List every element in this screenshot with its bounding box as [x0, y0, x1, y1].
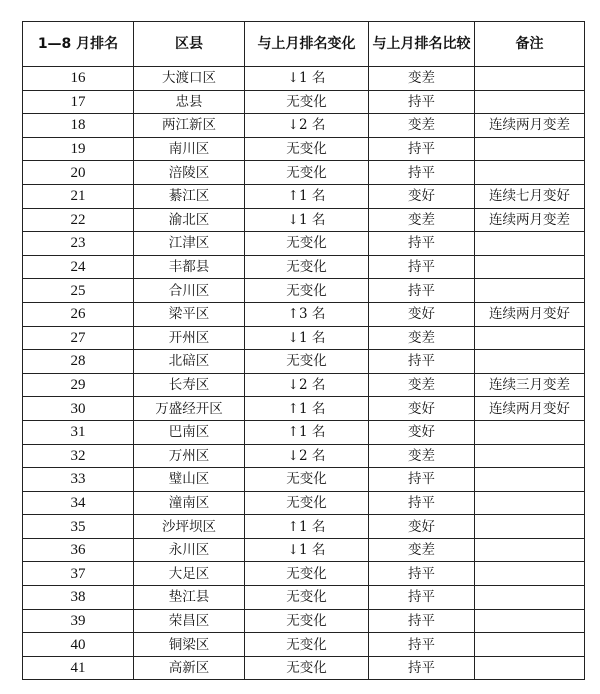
rank-change-cell: 无变化 [245, 633, 369, 657]
header-rank-change: 与上月排名变化 [245, 22, 369, 67]
remarks-cell [475, 656, 585, 680]
rank-cell: 19 [23, 137, 134, 161]
comparison-cell: 持平 [369, 633, 475, 657]
district-cell: 丰都县 [134, 255, 245, 279]
comparison-cell: 变好 [369, 397, 475, 421]
remarks-cell [475, 90, 585, 114]
rank-change-cell: 无变化 [245, 255, 369, 279]
remarks-cell: 连续两月变差 [475, 208, 585, 232]
rank-cell: 32 [23, 444, 134, 468]
comparison-cell: 变差 [369, 373, 475, 397]
remarks-cell [475, 326, 585, 350]
table-row [23, 90, 585, 114]
table-row [23, 137, 585, 161]
rank-change-cell: 无变化 [245, 491, 369, 515]
remarks-cell [475, 491, 585, 515]
rank-change-cell: ↓1 名 [245, 208, 369, 232]
comparison-cell: 持平 [369, 491, 475, 515]
rank-cell: 16 [23, 67, 134, 91]
table-row [23, 420, 585, 444]
table-row [23, 279, 585, 303]
rank-cell: 29 [23, 373, 134, 397]
rank-change-cell: 无变化 [245, 232, 369, 256]
table-row [23, 302, 585, 326]
district-cell: 大足区 [134, 562, 245, 586]
district-cell: 长寿区 [134, 373, 245, 397]
rank-cell: 26 [23, 302, 134, 326]
rank-cell: 35 [23, 515, 134, 539]
remarks-cell [475, 633, 585, 657]
rank-cell: 22 [23, 208, 134, 232]
rank-change-cell: 无变化 [245, 279, 369, 303]
rank-cell: 23 [23, 232, 134, 256]
district-cell: 铜梁区 [134, 633, 245, 657]
comparison-cell: 持平 [369, 232, 475, 256]
rank-change-cell: 无变化 [245, 161, 369, 185]
district-cell: 江津区 [134, 232, 245, 256]
comparison-cell: 持平 [369, 255, 475, 279]
rank-change-cell: ↑3 名 [245, 302, 369, 326]
comparison-cell: 持平 [369, 656, 475, 680]
comparison-cell: 变差 [369, 208, 475, 232]
district-cell: 巴南区 [134, 420, 245, 444]
rank-change-cell: 无变化 [245, 586, 369, 610]
remarks-cell [475, 137, 585, 161]
table-row [23, 633, 585, 657]
comparison-cell: 持平 [369, 279, 475, 303]
rank-cell: 24 [23, 255, 134, 279]
rank-cell: 30 [23, 397, 134, 421]
district-cell: 沙坪坝区 [134, 515, 245, 539]
rank-change-cell: ↓1 名 [245, 67, 369, 91]
remarks-cell [475, 255, 585, 279]
rank-change-cell: 无变化 [245, 609, 369, 633]
table-row [23, 515, 585, 539]
table-row [23, 161, 585, 185]
district-cell: 南川区 [134, 137, 245, 161]
remarks-cell [475, 562, 585, 586]
rank-cell: 41 [23, 656, 134, 680]
district-cell: 垫江县 [134, 586, 245, 610]
comparison-cell: 变好 [369, 515, 475, 539]
district-cell: 璧山区 [134, 468, 245, 492]
district-cell: 涪陵区 [134, 161, 245, 185]
district-cell: 北碚区 [134, 350, 245, 374]
district-cell: 万州区 [134, 444, 245, 468]
table-row [23, 184, 585, 208]
table-row [23, 444, 585, 468]
remarks-cell [475, 232, 585, 256]
comparison-cell: 持平 [369, 161, 475, 185]
district-cell: 渝北区 [134, 208, 245, 232]
table-header-row [23, 22, 585, 67]
remarks-cell [475, 609, 585, 633]
district-cell: 两江新区 [134, 114, 245, 138]
rank-change-cell: ↓2 名 [245, 373, 369, 397]
rank-cell: 40 [23, 633, 134, 657]
remarks-cell: 连续三月变差 [475, 373, 585, 397]
comparison-cell: 变好 [369, 302, 475, 326]
remarks-cell [475, 350, 585, 374]
comparison-cell: 持平 [369, 562, 475, 586]
comparison-cell: 持平 [369, 609, 475, 633]
remarks-cell [475, 515, 585, 539]
rank-cell: 20 [23, 161, 134, 185]
rank-change-cell: ↑1 名 [245, 397, 369, 421]
rank-change-cell: 无变化 [245, 350, 369, 374]
table-row [23, 350, 585, 374]
table-row [23, 373, 585, 397]
rank-change-cell: ↓2 名 [245, 444, 369, 468]
header-rank: 1—8 月排名 [23, 22, 134, 67]
remarks-cell [475, 468, 585, 492]
header-remarks: 备注 [475, 22, 585, 67]
district-cell: 永川区 [134, 538, 245, 562]
table-row [23, 468, 585, 492]
rank-cell: 34 [23, 491, 134, 515]
rank-cell: 21 [23, 184, 134, 208]
district-cell: 荣昌区 [134, 609, 245, 633]
table-row [23, 562, 585, 586]
district-cell: 潼南区 [134, 491, 245, 515]
comparison-cell: 持平 [369, 90, 475, 114]
comparison-cell: 变好 [369, 420, 475, 444]
rank-cell: 18 [23, 114, 134, 138]
table-row [23, 609, 585, 633]
district-cell: 开州区 [134, 326, 245, 350]
comparison-cell: 变差 [369, 538, 475, 562]
rank-change-cell: ↓1 名 [245, 326, 369, 350]
table-row [23, 586, 585, 610]
table-row [23, 208, 585, 232]
district-cell: 忠县 [134, 90, 245, 114]
table-body [23, 67, 585, 680]
district-cell: 万盛经开区 [134, 397, 245, 421]
rank-cell: 31 [23, 420, 134, 444]
rank-change-cell: 无变化 [245, 656, 369, 680]
district-cell: 高新区 [134, 656, 245, 680]
remarks-cell: 连续两月变好 [475, 302, 585, 326]
remarks-cell: 连续两月变好 [475, 397, 585, 421]
remarks-cell [475, 161, 585, 185]
rank-cell: 28 [23, 350, 134, 374]
district-cell: 綦江区 [134, 184, 245, 208]
remarks-cell [475, 279, 585, 303]
rank-cell: 37 [23, 562, 134, 586]
remarks-cell [475, 444, 585, 468]
comparison-cell: 持平 [369, 468, 475, 492]
rank-cell: 36 [23, 538, 134, 562]
rank-cell: 38 [23, 586, 134, 610]
comparison-cell: 持平 [369, 350, 475, 374]
comparison-cell: 变好 [369, 184, 475, 208]
ranking-table-container [22, 21, 585, 680]
comparison-cell: 持平 [369, 586, 475, 610]
rank-change-cell: 无变化 [245, 137, 369, 161]
rank-change-cell: 无变化 [245, 562, 369, 586]
comparison-cell: 变差 [369, 67, 475, 91]
table-row [23, 326, 585, 350]
ranking-table [22, 21, 585, 680]
rank-cell: 39 [23, 609, 134, 633]
rank-change-cell: ↑1 名 [245, 184, 369, 208]
remarks-cell: 连续两月变差 [475, 114, 585, 138]
rank-change-cell: ↑1 名 [245, 420, 369, 444]
remarks-cell [475, 67, 585, 91]
header-comparison: 与上月排名比较 [369, 22, 475, 67]
remarks-cell: 连续七月变好 [475, 184, 585, 208]
remarks-cell [475, 586, 585, 610]
rank-cell: 17 [23, 90, 134, 114]
rank-cell: 27 [23, 326, 134, 350]
rank-change-cell: ↓2 名 [245, 114, 369, 138]
comparison-cell: 变差 [369, 326, 475, 350]
remarks-cell [475, 420, 585, 444]
table-row [23, 491, 585, 515]
rank-change-cell: ↓1 名 [245, 538, 369, 562]
table-row [23, 114, 585, 138]
table-row [23, 397, 585, 421]
rank-cell: 25 [23, 279, 134, 303]
header-district: 区县 [134, 22, 245, 67]
table-row [23, 232, 585, 256]
table-row [23, 656, 585, 680]
comparison-cell: 持平 [369, 137, 475, 161]
rank-change-cell: 无变化 [245, 90, 369, 114]
table-row [23, 67, 585, 91]
rank-cell: 33 [23, 468, 134, 492]
district-cell: 合川区 [134, 279, 245, 303]
table-row [23, 255, 585, 279]
district-cell: 梁平区 [134, 302, 245, 326]
rank-change-cell: ↑1 名 [245, 515, 369, 539]
comparison-cell: 变差 [369, 444, 475, 468]
table-row [23, 538, 585, 562]
district-cell: 大渡口区 [134, 67, 245, 91]
comparison-cell: 变差 [369, 114, 475, 138]
remarks-cell [475, 538, 585, 562]
rank-change-cell: 无变化 [245, 468, 369, 492]
